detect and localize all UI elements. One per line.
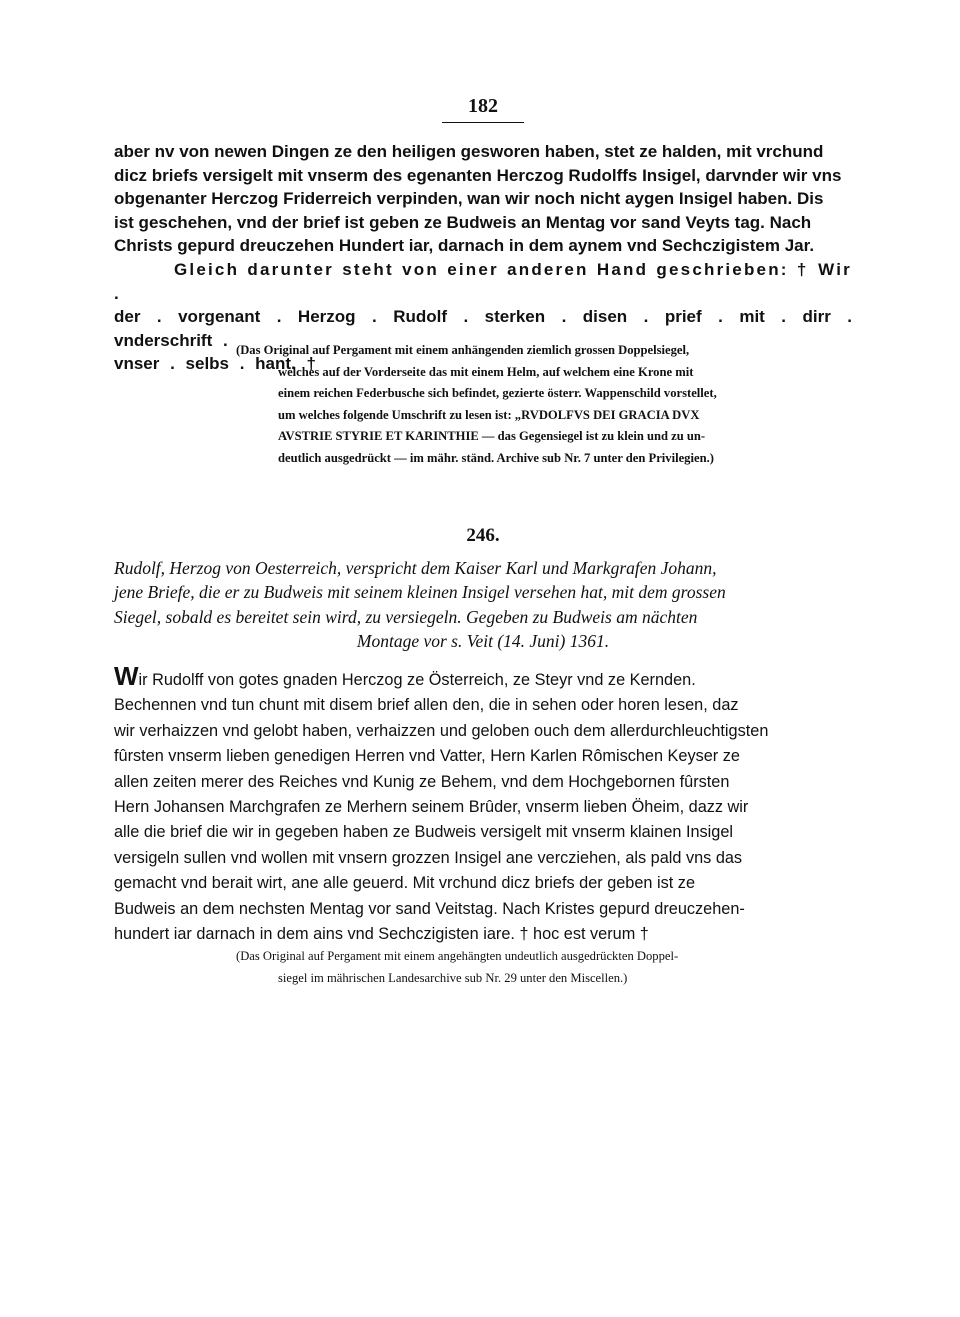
- charter-text: [114, 661, 852, 947]
- footnote-original-2: [236, 946, 852, 989]
- text-line: ist geschehen, vnd der brief ist geben ze Budweis an Mentag vor sand Veyts tag. Nach: [114, 212, 812, 232]
- footnote-original-1: [236, 340, 852, 470]
- top-text-lines: [114, 140, 852, 258]
- footnote-2-first-line: (Das Original auf Pergament mit einem angehängten undeutlich ausgedrückten Doppel-: [236, 949, 679, 963]
- charter-line: Budweis an dem nechsten Mentag vor sand Veitstag. Nach Kristes gepurd dreuczehen-: [114, 899, 745, 918]
- charter-line: versigeln sullen vnd wollen mit vnsern grozzen Insigel ane vercziehen, als pald vns das: [114, 848, 743, 867]
- footnote-1-continuation: [236, 362, 852, 470]
- charter-first-line: [114, 661, 852, 693]
- initial-letter: W: [114, 661, 139, 691]
- footnote-line: AVSTRIE STYRIE ET KARINTHIE — das Gegensiegel ist zu klein und zu un-: [278, 429, 706, 444]
- regest-date-line: Montage vor s. Veit (14. Juni) 1361.: [356, 631, 610, 652]
- charter-line: Bechennen vnd tun chunt mit disem brief allen den, die in sehen oder horen lesen, daz: [114, 696, 739, 715]
- footnote-2-continuation: [236, 968, 852, 990]
- regest-line: Siegel, sobald es bereitet sein wird, zu versiegeln. Gegeben zu Budweis am nächten: [114, 606, 698, 627]
- text-line: aber nv von newen Dingen ze den heiligen gesworen haben, stet ze halden, mit vrchund: [114, 142, 824, 161]
- footnote-line: siegel im mährischen Landesarchive sub Nr. 29 unter den Miscellen.): [278, 970, 628, 985]
- signature-line: vnser . selbs . hant. †: [114, 354, 316, 374]
- footnote-line: welches auf der Vorderseite das mit einem Helm, auf welchem eine Krone mit: [278, 364, 694, 379]
- charter-line: allen zeiten merer des Reiches vnd Kunig ze Behem, vnd dem Hochgebornen fûrsten: [114, 772, 730, 791]
- charter-line: fûrsten vnserm lieben genedigen Herren vnd Vatter, Hern Karlen Rômischen Keyser ze: [114, 747, 740, 766]
- text-line: obgenanter Herczog Friderreich verpinden, wan wir noch nicht aygen Insigel haben. Dis: [114, 189, 824, 209]
- charter-first-line-text: ir Rudolff von gotes gnaden Herczog ze Österreich, ze Steyr vnd ze Kernden.: [138, 671, 696, 689]
- page-number-rule: [442, 122, 524, 123]
- charter-line: alle die brief die wir in gegeben haben ze Budweis versigelt mit vnserm klainen Insigel: [114, 823, 734, 842]
- text-line: dicz briefs versigelt mit vnserm des egenanten Herczog Rudolffs Insigel, darvnder wir vns: [114, 165, 842, 185]
- document-number: 246.: [466, 525, 500, 546]
- footnote-1-first-line: (Das Original auf Pergament mit einem anhängenden ziemlich grossen Doppelsiegel,: [236, 343, 690, 357]
- regest-summary: [114, 556, 852, 654]
- charter-lines: [114, 693, 852, 922]
- page-number: 182: [468, 95, 498, 117]
- gleich-line: Gleich darunter steht von einer anderen Hand geschrieben: † Wir .: [114, 259, 852, 303]
- charter-last-line: hundert iar darnach in dem ains vnd Sechczigisten iare. † hoc est verum †: [114, 925, 649, 944]
- charter-line: gemacht vnd berait wirt, ane alle geuerd. Mit vrchund dicz briefs der geben ist ze: [114, 874, 695, 893]
- charter-line: wir verhaizzen vnd gelobt haben, verhaizzen und geloben ouch dem allerdurchleuchtigsten: [114, 721, 769, 740]
- footnote-line: um welches folgende Umschrift zu lesen ist: „RVDOLFVS DEI GRACIA DVX: [278, 407, 700, 422]
- regest-lines: [114, 556, 852, 629]
- charter-line: Hern Johansen Marchgrafen ze Merhern seinem Brûder, vnserm lieben Öheim, dazz wir: [114, 798, 749, 817]
- regest-line: jene Briefe, die er zu Budweis mit seinem kleinen Insigel versehen hat, mit dem grossen: [114, 582, 726, 603]
- regest-line: Rudolf, Herzog von Oesterreich, verspricht dem Kaiser Karl und Markgrafen Johann,: [114, 558, 717, 578]
- footnote-line: einem reichen Federbusche sich befindet, gezierte österr. Wappenschild vorstellet,: [278, 386, 717, 401]
- text-line: Christs gepurd dreuczehen Hundert iar, darnach in dem aynem vnd Sechczigistem Jar.: [114, 236, 815, 256]
- footnote-line: deutlich ausgedrückt — im mähr. ständ. Archive sub Nr. 7 unter den Privilegien.): [278, 450, 714, 465]
- signature-line: der . vorgenant . Herzog . Rudolf . sterken . disen . prief . mit . dirr . vnderschrift .: [114, 307, 852, 350]
